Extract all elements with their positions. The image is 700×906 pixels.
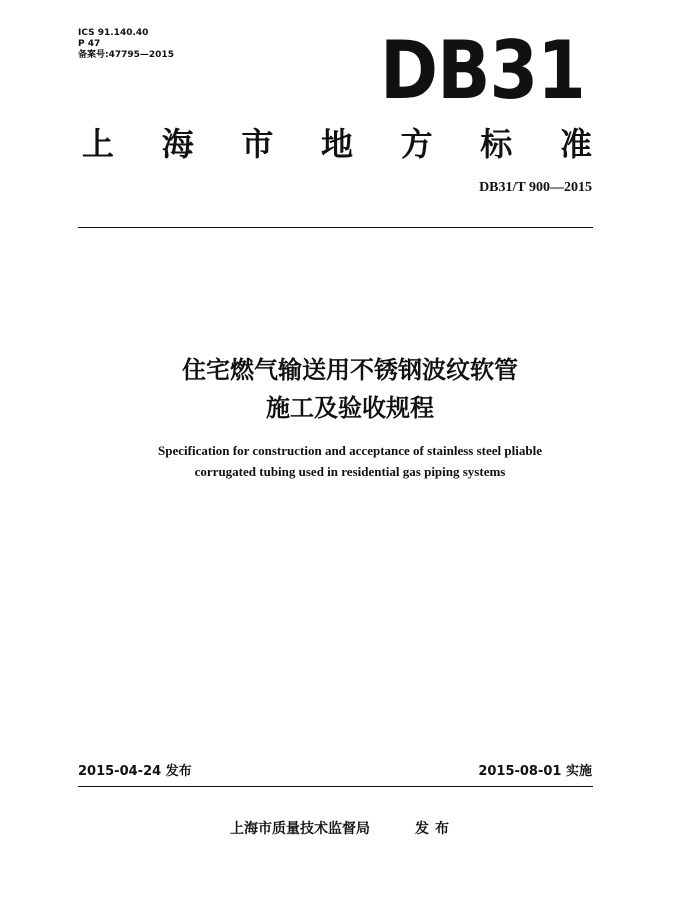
english-title-line2: corrugated tubing used in residential gas piping systems: [194, 464, 506, 479]
english-title-line1: Specification for construction and acceptance of stainless steel pliable: [158, 443, 542, 458]
standard-type-char: 标: [480, 125, 513, 163]
chinese-title-line2: 施工及验收规程: [266, 394, 434, 422]
standard-type-char: 地: [320, 125, 353, 163]
issue-action: 发布: [415, 821, 455, 837]
issue-date: 2015-04-24 发布: [78, 764, 192, 779]
record-number: 备案号:47795—2015: [78, 50, 174, 60]
ics-code: ICS 91.140.40: [78, 28, 149, 38]
bottom-divider: [78, 786, 593, 787]
top-divider: [78, 227, 593, 228]
standard-type-char: 市: [241, 125, 274, 163]
classification-code: P 47: [78, 39, 101, 49]
issuing-authority: 上海市质量技术监督局: [230, 821, 370, 837]
standard-type-char: 上: [82, 125, 115, 163]
standard-type-char: 准: [559, 125, 592, 163]
standard-type-char: 海: [161, 125, 194, 163]
implementation-date: 2015-08-01 实施: [478, 764, 592, 779]
chinese-title-line1: 住宅燃气输送用不锈钢波纹软管: [182, 356, 518, 384]
standard-type-title: [82, 119, 592, 165]
classification-block: [78, 28, 174, 61]
standard-number: DB31/T 900—2015: [479, 180, 592, 195]
english-title: [0, 440, 700, 482]
db31-logo: DB31: [380, 23, 585, 118]
standard-type-char: 方: [400, 125, 433, 163]
